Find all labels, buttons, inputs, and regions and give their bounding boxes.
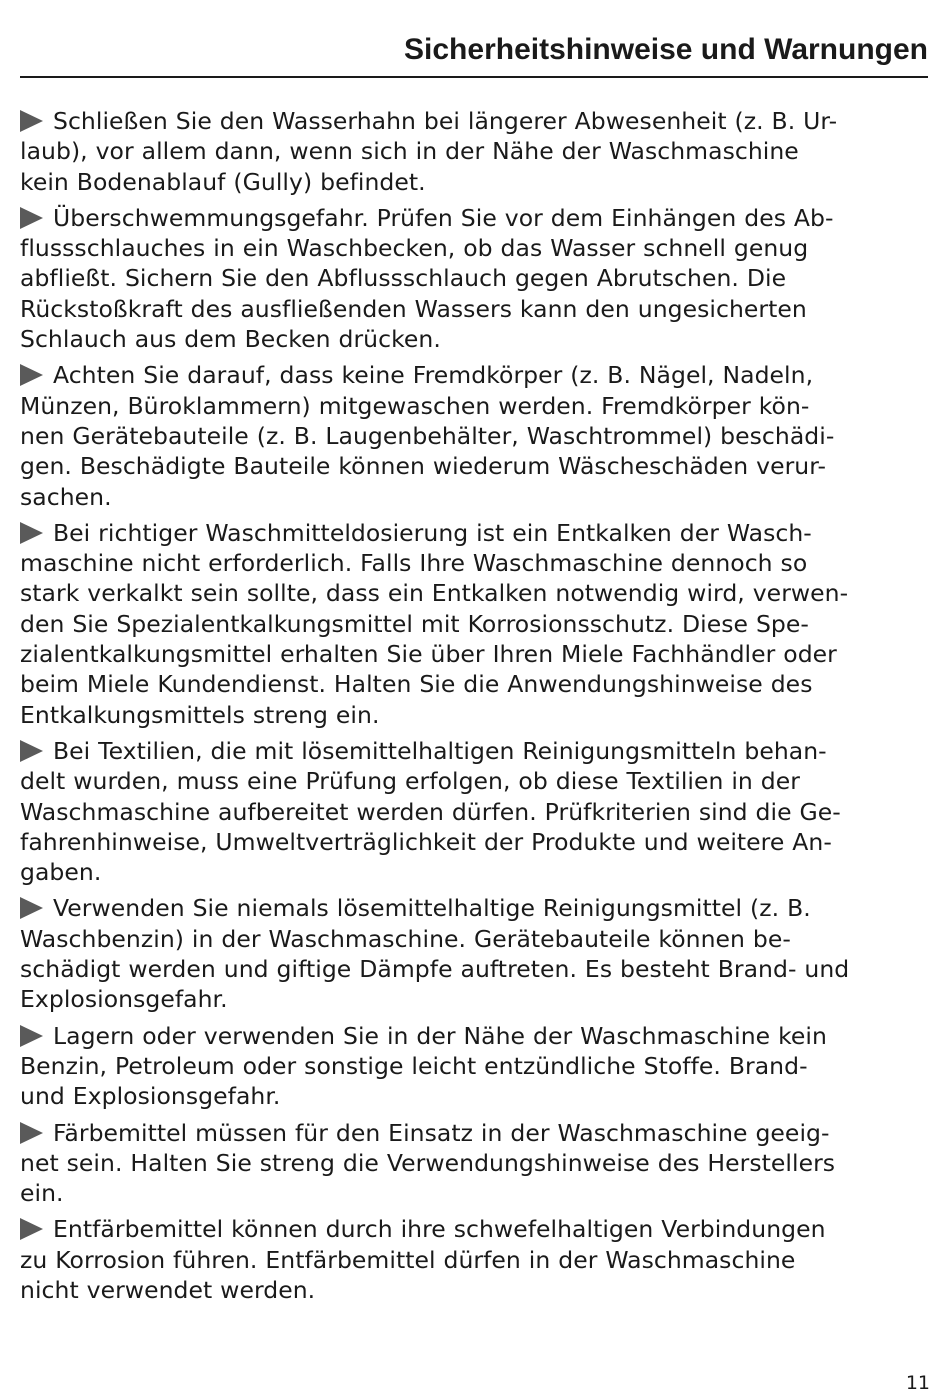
note-line [20,700,932,730]
note-line [20,451,932,481]
page-number: 11 [905,1372,930,1394]
safety-note [20,893,932,1014]
note-line-text: Schlauch aus dem Becken drücken. [20,325,441,354]
triangle-right-icon [20,110,43,132]
note-line-text: Verwenden Sie niemals lösemittelhaltige Reinigungsmittel (z. B. [53,894,811,923]
safety-note [20,736,932,887]
note-line [20,766,932,796]
note-line-text: Benzin, Petroleum oder sonstige leicht entzündliche Stoffe. Brand- [20,1051,808,1080]
note-line-text: Überschwemmungsgefahr. Prüfen Sie vor dem Einhängen des Ab- [53,203,834,232]
note-line-text: und Explosionsgefahr. [20,1082,281,1111]
safety-note [20,518,932,730]
note-line-text: net sein. Halten Sie streng die Verwendungshinweise des Herstellers [20,1148,836,1177]
note-line-text: Münzen, Büroklammern) mitgewaschen werden. Fremdkörper kön- [20,391,810,420]
note-line [20,548,932,578]
note-line [20,639,932,669]
note-line [20,1275,932,1305]
triangle-right-icon [20,1122,43,1144]
note-line [20,1081,932,1111]
triangle-right-icon [20,522,43,544]
note-line [20,324,932,354]
note-line-text: fahrenhinweise, Umweltverträglichkeit der Produkte und weitere An- [20,827,832,856]
note-line-text: Bei richtiger Waschmitteldosierung ist ein Entkalken der Wasch- [53,518,812,547]
note-line-text: Explosionsgefahr. [20,985,228,1014]
note-line-text: gaben. [20,858,102,887]
note-line [20,294,932,324]
note-line [20,984,932,1014]
note-line [20,421,932,451]
note-line-text: Waschbenzin) in der Waschmaschine. Gerätebauteile können be- [20,924,791,953]
note-line [20,360,932,390]
section-title: Sicherheitshinweise und Warnungen [404,33,928,66]
triangle-right-icon [20,1218,43,1240]
note-line-text: flussschlauches in ein Waschbecken, ob das Wasser schnell genug [20,234,809,263]
safety-note [20,1214,932,1305]
safety-note [20,1021,932,1112]
note-line-text: Schließen Sie den Wasserhahn bei längerer Abwesenheit (z. B. Ur- [53,107,838,135]
note-line-text: beim Miele Kundendienst. Halten Sie die Anwendungshinweise des [20,670,813,699]
note-line-text: Rückstoßkraft des ausfließenden Wassers kann den ungesicherten [20,294,807,323]
note-line [20,263,932,293]
note-line-text: Lagern oder verwenden Sie in der Nähe der Waschmaschine kein [53,1021,827,1050]
note-line-text: delt wurden, muss eine Prüfung erfolgen, ob diese Textilien in der [20,767,800,796]
note-line-text: laub), vor allem dann, wenn sich in der Nähe der Waschmaschine [20,137,799,166]
note-line [20,136,932,166]
note-line [20,1021,932,1051]
note-line [20,609,932,639]
safety-notes-list [20,106,932,1311]
note-line [20,827,932,857]
note-line [20,797,932,827]
note-line [20,167,932,197]
note-line-text: gen. Beschädigte Bauteile können wiederum Wäscheschäden verur- [20,452,826,481]
note-line-text: Achten Sie darauf, dass keine Fremdkörper (z. B. Nägel, Nadeln, [53,361,814,390]
note-line-text: Färbemittel müssen für den Einsatz in der Waschmaschine geeig- [53,1118,830,1147]
page-header [20,30,928,78]
note-line-text: abfließt. Sichern Sie den Abflussschlauch gegen Abrutschen. Die [20,264,787,293]
note-line [20,1178,932,1208]
note-line [20,669,932,699]
note-line [20,893,932,923]
note-line-text: Entkalkungsmittels streng ein. [20,700,380,729]
note-line [20,203,932,233]
note-line-text: stark verkalkt sein sollte, dass ein Entkalken notwendig wird, verwen- [20,579,849,608]
note-line [20,518,932,548]
note-line-text: maschine nicht erforderlich. Falls Ihre Waschmaschine dennoch so [20,549,808,578]
triangle-right-icon [20,740,43,762]
note-line-text: Bei Textilien, die mit lösemittelhaltigen Reinigungsmitteln behan- [53,736,827,765]
note-line [20,1245,932,1275]
safety-note [20,106,932,197]
note-line [20,391,932,421]
triangle-right-icon [20,897,43,919]
note-line-text: schädigt werden und giftige Dämpfe auftreten. Es besteht Brand- und [20,955,850,984]
safety-note [20,360,932,511]
note-line-text: den Sie Spezialentkalkungsmittel mit Korrosionsschutz. Diese Spe- [20,609,809,638]
triangle-right-icon [20,364,43,386]
triangle-right-icon [20,1025,43,1047]
note-line [20,954,932,984]
note-line [20,736,932,766]
note-line-text: nen Gerätebauteile (z. B. Laugenbehälter, Waschtrommel) beschädi- [20,421,835,450]
note-line [20,1118,932,1148]
note-line [20,106,932,136]
note-line [20,482,932,512]
note-line [20,1051,932,1081]
note-line-text: ein. [20,1179,64,1208]
safety-note [20,203,932,354]
note-line-text: zu Korrosion führen. Entfärbemittel dürfen in der Waschmaschine [20,1245,796,1274]
note-line-text: zialentkalkungsmittel erhalten Sie über Ihren Miele Fachhändler oder [20,640,837,669]
note-line [20,578,932,608]
note-line [20,924,932,954]
note-line [20,233,932,263]
safety-note [20,1118,932,1209]
note-line-text: nicht verwendet werden. [20,1275,316,1304]
note-line-text: kein Bodenablauf (Gully) befindet. [20,167,426,196]
note-line [20,1148,932,1178]
note-line-text: Waschmaschine aufbereitet werden dürfen. Prüfkriterien sind die Ge- [20,797,841,826]
note-line-text: sachen. [20,482,112,511]
note-line [20,857,932,887]
note-line [20,1214,932,1244]
note-line-text: Entfärbemittel können durch ihre schwefelhaltigen Verbindungen [53,1215,826,1244]
triangle-right-icon [20,207,43,229]
